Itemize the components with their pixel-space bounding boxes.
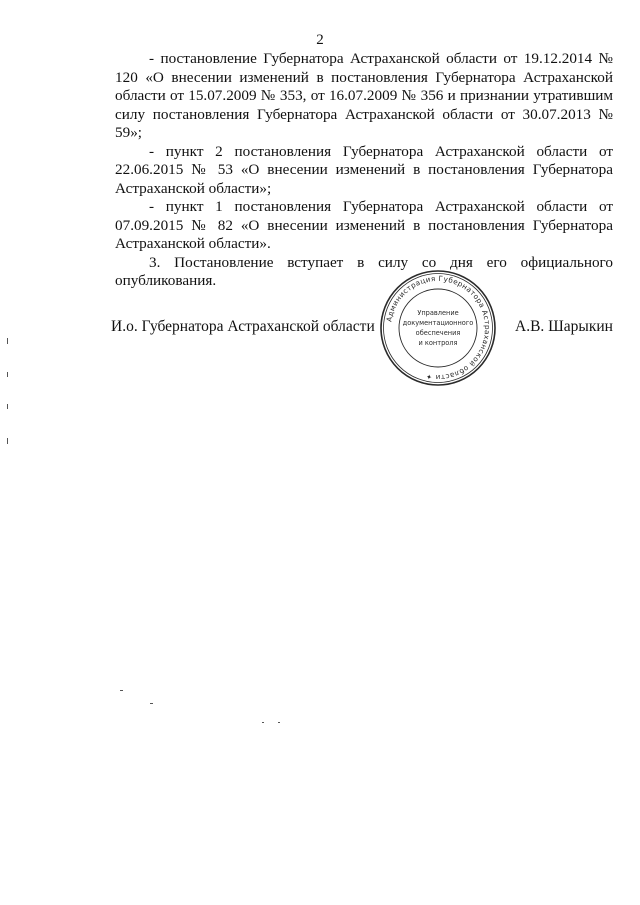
svg-text:обеспечения: обеспечения [415,329,461,337]
scan-artifact [7,438,8,444]
signatory-title: И.о. Губернатора Астраханской области [111,318,375,335]
signatory-name: А.В. Шарыкин [515,318,613,335]
svg-text:Администрация Губернатора Астр: Администрация Губернатора Астраханской области ✦ [384,273,493,383]
scan-artifact [120,690,123,691]
paragraph-entry-into-force: 3. Постановление вступает в силу со дня его официального опубликования. [115,253,613,289]
scan-artifact [262,722,264,723]
paragraph-repeal-item-1: - постановление Губернатора Астраханской области от 19.12.2014 № 120 «О внесении изменений в постановления Губернатора Астраханской области от 15.07.2009 № 353, от 16.07.2009 № 356 и признании утратившим силу постановления Губернатора Астраханской области от 30.07.2013 № 59»; [115,50,613,141]
scan-artifact [7,372,8,377]
scan-artifact [150,703,153,704]
svg-text:и контроля: и контроля [418,339,458,347]
paragraph-repeal-item-3: - пункт 1 постановления Губернатора Астраханской области от 07.09.2015 № 82 «О внесении изменений в постановления Губернатора Астраханской области». [115,198,613,252]
document-body [115,50,613,291]
official-seal [378,268,498,388]
svg-text:Управление: Управление [417,309,459,317]
paragraph-repeal-item-2: - пункт 2 постановления Губернатора Астраханской области от 22.06.2015 № 53 «О внесении изменений в постановления Губернатора Астраханской области»; [115,142,613,197]
scan-artifact [7,338,8,344]
svg-text:документационного: документационного [402,319,474,327]
scan-artifact [7,404,8,409]
page-number: 2 [316,32,324,48]
scan-artifact [278,722,280,723]
seal-graphic [378,268,498,388]
